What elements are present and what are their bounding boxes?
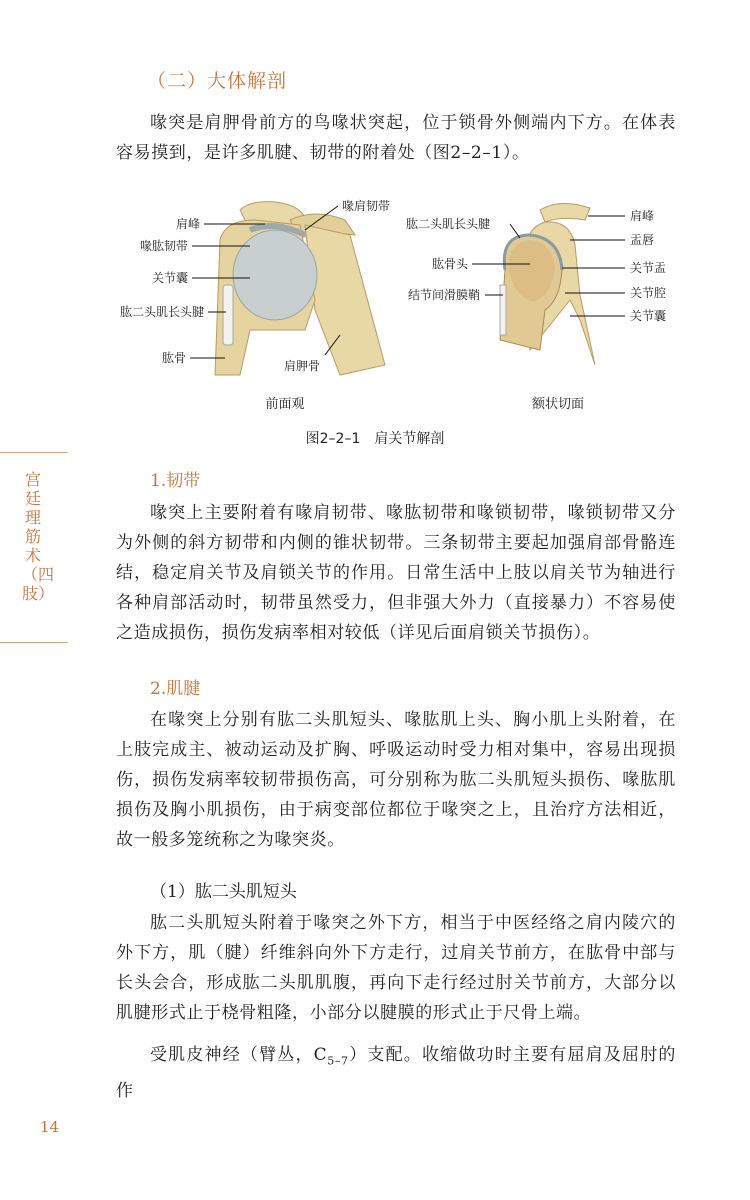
biceps-short-head-paragraph: 肱二头肌短头附着于喙突之外下方，相当于中医经络之肩内陵穴的外下方，肌（腱）纤维斜向外下方走行，过肩关节前方，在肱骨中部与长头会合，形成肱二头肌肌腹，再向下走行经过肘关节前方，大部分以肌腱形式止于桡骨粗隆，小部分以腱膜的形式止于尺骨上端。 [116,913,676,1023]
label-left-coracoacromial: 喙肩韧带 [342,199,391,213]
side-rule-bottom [0,642,68,643]
subsection-tendons-title: 2.肌腱 [150,679,201,699]
innervation-text-b: ）支配。收缩做功时主要有屈肩及屈肘的作 [116,1045,676,1102]
innervation-segment: 5–7 [327,1054,349,1068]
label-right-glenoid: 关节盂 [630,261,667,275]
innervation-paragraph [116,1040,676,1106]
label-right-capsule: 关节囊 [630,309,667,323]
label-left-biceps-long: 肱二头肌长头腱 [119,305,204,319]
label-right-synovial-sheath: 结节间滑膜鞘 [407,288,480,302]
label-left-acromion: 肩峰 [175,217,200,231]
section-title: （二）大体解剖 [147,70,288,92]
page-number: 14 [40,1118,60,1136]
intro-paragraph: 喙突是肩胛骨前方的鸟喙状突起，位于锁骨外侧端内下方。在体表容易摸到，是许多肌腱、韧带的附着处（图2–2–1）。 [116,113,676,163]
label-left-scapula: 肩胛骨 [284,359,321,373]
label-right-labrum: 盂唇 [630,233,655,247]
biceps-short-head-title: （1）肱二头肌短头 [150,882,297,902]
label-right-cavity: 关节腔 [630,286,667,300]
tendons-paragraph: 在喙突上分别有肱二头肌短头、喙肱肌上头、胸小肌上头附着，在上肢完成主、被动运动及扩胸、呼吸运动时受力相对集中，容易出现损伤，损伤发病率较韧带损伤高，可分别称为肱二头肌短头损伤、喙肱肌损伤及胸小肌损伤，由于病变部位都位于喙突之上，且治疗方法相近，故一般多笼统称之为喙突炎。 [116,710,676,850]
view-label-coronal: 额状切面 [531,397,585,412]
view-label-front: 前面观 [265,397,305,412]
side-book-title: 宫廷理筋术（四肢） [22,470,55,603]
subsection-ligaments-title: 1.韧带 [150,471,201,491]
label-right-biceps-long: 肱二头肌长头腱 [405,217,490,231]
innervation-text-a: 受肌皮神经（臂丛，C [150,1045,328,1065]
ligaments-paragraph: 喙突上主要附着有喙肩韧带、喙肱韧带和喙锁韧带，喙锁韧带又分为外侧的斜方韧带和内侧的锥状韧带。三条韧带主要起加强肩部骨骼连结，稳定肩关节及肩锁关节的作用。日常生活中上肢以肩关节为轴进行各种肩部活动时，韧带虽然受力，但非强大外力（直接暴力）不容易使之造成损伤，损伤发病率相对较低（详见后面肩锁关节损伤）。 [116,503,676,643]
figure-caption: 图2–2–1 肩关节解剖 [305,431,445,447]
coronal-section-illustration [500,203,595,365]
front-view-illustration [215,202,385,375]
shoulder-anatomy-figure [100,190,680,420]
label-right-acromion: 肩峰 [630,209,655,223]
label-left-coracohumeral: 喙肱韧带 [139,239,188,253]
label-right-humeral-head: 肱骨头 [431,257,468,271]
label-left-humerus: 肱骨 [161,351,186,365]
label-left-capsule: 关节囊 [151,271,188,285]
side-rule-top [0,452,68,453]
